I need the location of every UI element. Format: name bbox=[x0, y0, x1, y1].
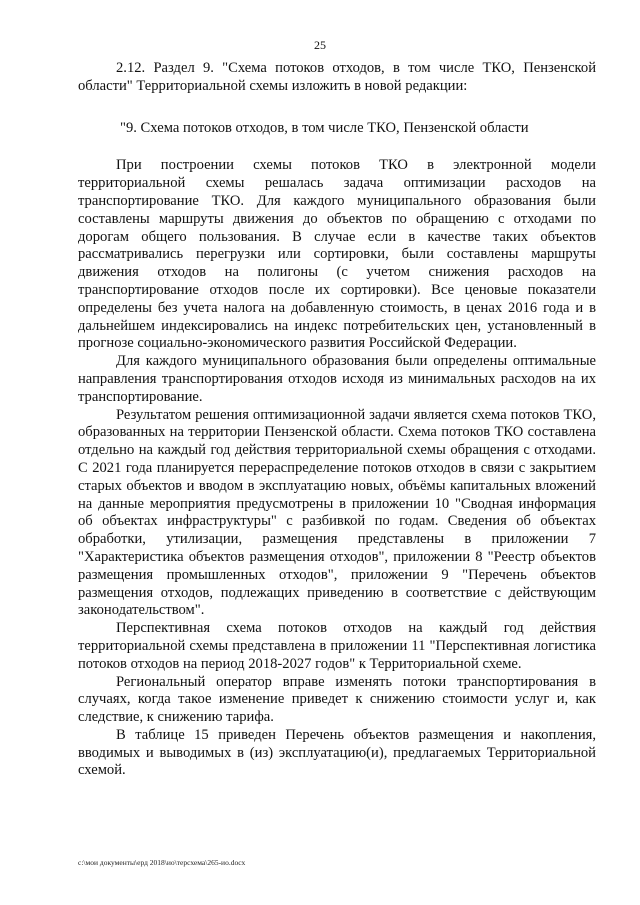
intro-paragraph: 2.12. Раздел 9. "Схема потоков отходов, в том числе ТКО, Пензенской области" Территориальной схемы изложить в новой редакции: bbox=[78, 60, 596, 94]
section-heading: "9. Схема потоков отходов, в том числе ТКО, Пензенской области bbox=[120, 119, 529, 136]
body-paragraph: При построении схемы потоков ТКО в электронной модели территориальной схемы решалась задача оптимизации расходов на транспортирование ТКО. Для каждого муниципального образования были составлены маршруты движения до объектов по обращению с отходами по дорогам общего пользования. В случае если в качестве таких объектов рассматривались перегрузки или сортировки, были составлены маршруты движения отходов на полигоны (с учетом снижения расходов на транспортирование отходов после их сортировки). Все ценовые показатели определены без учета налога на добавленную стоимость, в ценах 2016 года и в дальнейшем индексировались на индекс потребительских цен, установленный в прогнозе социально-экономического развития Российской Федерации. bbox=[78, 157, 596, 352]
body-paragraph: Для каждого муниципального образования были определены оптимальные направления транспортирования отходов исходя из минимальных расходов на их транспортирование. bbox=[78, 353, 596, 405]
page-number: 25 bbox=[314, 38, 326, 52]
body-paragraph: Результатом решения оптимизационной задачи является схема потоков ТКО, образованных на территории Пензенской области. Схема потоков ТКО составлена отдельно на каждый год действия территориальной схемы обращения с отходами. С 2021 года планируется перераспределение потоков отходов в связи с закрытием старых объектов и вводом в эксплуатацию новых, объёмы капитальных вложений на данные мероприятия предусмотрены в приложении 10 "Сводная информация об объектах инфраструктуры" с разбивкой по годам. Сведения об объектах обработки, утилизации, размещения представлены в приложении 7 "Характеристика объектов размещения отходов", приложении 8 "Реестр объектов размещения промышленных отходов", приложении 9 "Перечень объектов размещения отходов, подлежащих приведению в соответствие с действующим законодательством". bbox=[78, 406, 596, 619]
body-paragraph: В таблице 15 приведен Перечень объектов размещения и накопления, вводимых и выводимых в (из) эксплуатацию(и), предлагаемых Территориальной схемой. bbox=[78, 726, 596, 779]
body-paragraph: Региональный оператор вправе изменять потоки транспортирования в случаях, когда такое изменение приведет к снижению стоимости услуг и, как следствие, к снижению тарифа. bbox=[78, 673, 596, 726]
body-paragraph: Перспективная схема потоков отходов на каждый год действия территориальной схемы представлена в приложении 11 "Перспективная логистика потоков отходов на период 2018-2027 годов" к Территориальной схеме. bbox=[78, 620, 596, 672]
file-path-footer: c:\мои документы\ерд 2018\ио\терсхема\265-ио.docx bbox=[78, 858, 246, 867]
document-body bbox=[78, 60, 596, 780]
